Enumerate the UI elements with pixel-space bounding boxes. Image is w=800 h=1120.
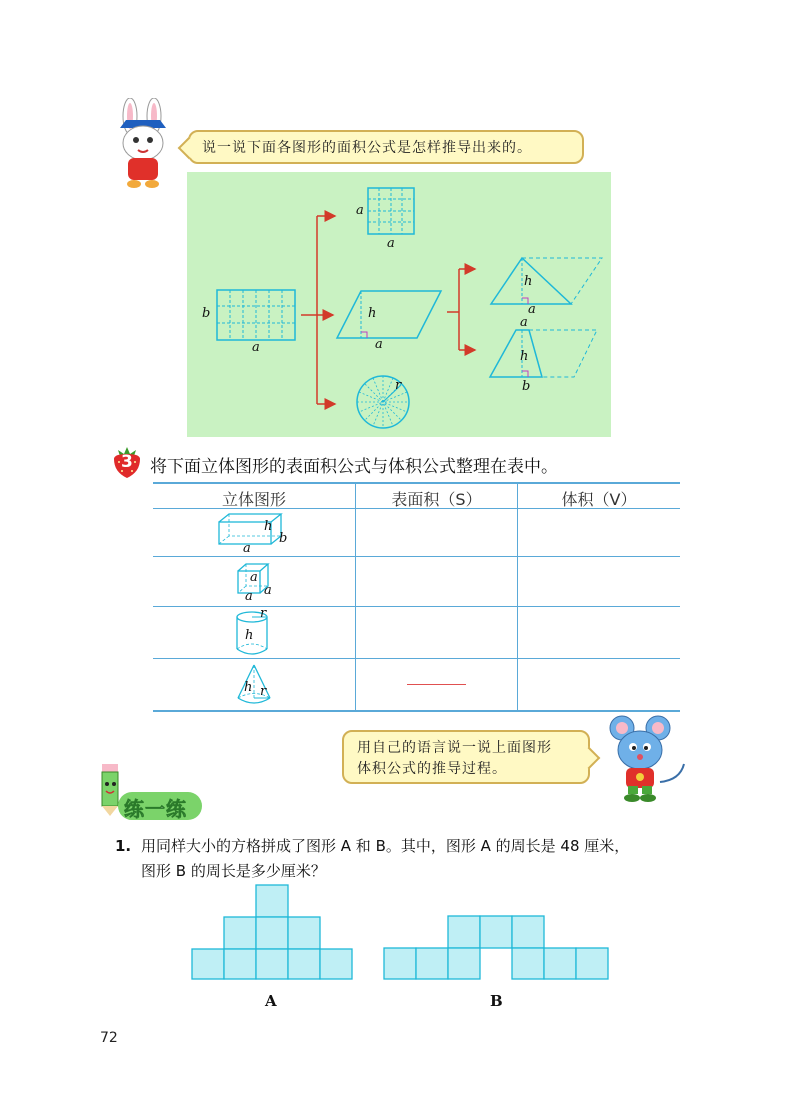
square-grid: [368, 188, 414, 234]
cone-surface-area-marker: [407, 684, 466, 685]
figure-b-grid: [382, 912, 610, 982]
cylinder-r-label: r: [260, 606, 267, 621]
area-derivation-diagram: [187, 172, 611, 437]
header-volume: 体积（V）: [561, 490, 637, 509]
trap-a-label: a: [520, 315, 528, 330]
speech-bubble: [188, 130, 584, 164]
para-a-label: a: [375, 337, 383, 352]
bubble-text: 说一说下面各图形的面积公式是怎样推导出来的。: [202, 140, 532, 156]
q1-line1: 用同样大小的方格拼成了图形 A 和 B。其中，图形 A 的周长是 48 厘米，: [141, 837, 630, 855]
trapezoid-shape: [490, 330, 597, 377]
parallelogram-shape: [337, 291, 441, 338]
circle-r-label: r: [395, 378, 402, 393]
cube-a-front-label: a: [250, 570, 258, 585]
square-a-bottom-label: a: [387, 236, 395, 251]
tri-a-label: a: [528, 302, 536, 317]
square-a-side-label: a: [356, 203, 364, 218]
header-surface-area: 表面积（S）: [391, 490, 482, 509]
triangle-shape: [491, 258, 602, 304]
mouse-mascot-icon: [604, 712, 690, 804]
cuboid-b-label: b: [279, 531, 288, 546]
tri-h-label: h: [524, 274, 533, 289]
cube-a-bottom-label: a: [245, 589, 253, 604]
mouse-speech-bubble: [342, 730, 590, 784]
mouse-bubble-line2: 体积公式的推导过程。: [357, 761, 507, 777]
q1-line2: 图形 B 的周长是多少厘米？: [141, 862, 326, 880]
practice-title: 练一练: [124, 797, 187, 821]
page-number: 72: [100, 1030, 118, 1046]
section-number: 3: [121, 452, 133, 472]
cuboid-a-label: a: [243, 541, 251, 556]
rabbit-mascot-icon: [108, 98, 180, 190]
trap-h-label: h: [520, 349, 529, 364]
rectangle-grid: [217, 290, 295, 340]
q1-number: 1.: [115, 837, 132, 855]
para-h-label: h: [368, 306, 377, 321]
rect-a-label: a: [252, 340, 260, 355]
figure-a-grid: [190, 882, 354, 982]
cuboid-h-label: h: [264, 519, 273, 534]
cone-h-label: h: [244, 680, 253, 695]
rect-b-label: b: [202, 306, 211, 321]
cube-a-side-label: a: [264, 583, 272, 598]
trap-b-label: b: [522, 379, 531, 394]
cone-icon: [234, 662, 274, 708]
figure-a-label: A: [265, 992, 277, 1010]
mouse-bubble-line1: 用自己的语言说一说上面图形: [357, 740, 552, 756]
figure-b-label: B: [490, 992, 503, 1010]
section-heading: 将下面立体图形的表面积公式与体积公式整理在表中。: [150, 457, 558, 477]
cone-r-label: r: [260, 684, 267, 699]
cylinder-h-label: h: [245, 628, 254, 643]
header-solid-figure: 立体图形: [221, 490, 286, 509]
